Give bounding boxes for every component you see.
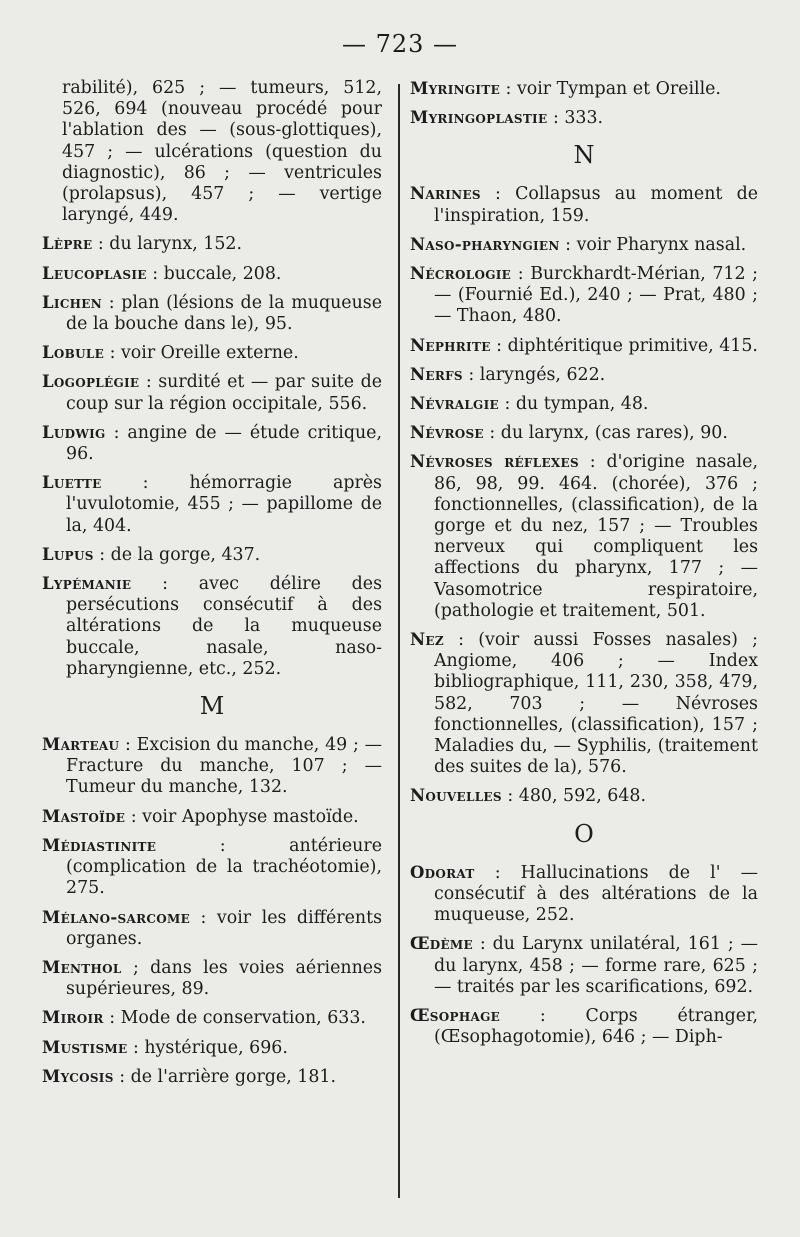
- entry-head: Myringite: [410, 79, 501, 98]
- entry-head: Mycosis: [42, 1066, 114, 1086]
- entry-head: Odorat: [410, 862, 475, 882]
- entry-head: Névrose: [410, 423, 484, 443]
- index-entry: [410, 183, 758, 226]
- entry-head: Névralgie: [410, 394, 499, 414]
- index-entry: [42, 422, 382, 465]
- left-column: [42, 78, 382, 1095]
- entry-text: : voir les différents organes.: [66, 907, 382, 949]
- right-column: [410, 78, 758, 1055]
- entry-text: : Burckhardt-Mérian, 712 ; — (Fournié Ed.), 240 ; — Prat, 480 ; — Thaon, 480.: [434, 264, 758, 327]
- entry-head: Névroses réflexes: [410, 452, 579, 472]
- entry-head: Lobule: [42, 343, 105, 363]
- entry-text: : de l'arrière gorge, 181.: [113, 1066, 336, 1087]
- continuation-entry: rabilité), 625 ; — tumeurs, 512, 526, 694 (nouveau procédé pour l'ablation des — (sous-glottiques), 457 ; — ulcérations (question du diagnostic), 86 ; — ventricules (prolapsus), 457 ; — vertige laryngé, 449.: [62, 78, 382, 226]
- entry-head: Nephrite: [410, 335, 491, 355]
- entry-text: : (voir aussi Fosses nasales) ; Angiome, 406 ; — Index bibliographique, 111, 230, 358, 479, 582, 703 ; — Névroses fonctionnelles, (classification), 157 ; Maladies du, — Syphilis, (traitement des suites de la), 576.: [434, 630, 758, 778]
- entry-head: Leucoplasie: [42, 263, 147, 283]
- index-entry: [42, 1007, 382, 1029]
- entry-text: : du larynx, 152.: [92, 234, 243, 255]
- section-letter-m: M: [199, 692, 225, 721]
- entry-text: : Hallucinations de l' — consécutif à des altérations de la muqueuse, 252.: [434, 862, 758, 926]
- entry-text: : laryngés, 622.: [462, 364, 606, 385]
- index-entry: [42, 806, 382, 828]
- entry-text: : de la gorge, 437.: [93, 544, 261, 565]
- entry-head: Nouvelles: [410, 786, 502, 806]
- page-number: — 723 —: [341, 30, 459, 58]
- index-entry: [42, 342, 382, 364]
- index-entry: [410, 393, 758, 415]
- entry-text: : hystérique, 696.: [127, 1037, 288, 1058]
- entry-head: Myringoplastie: [410, 108, 548, 128]
- entry-text: : 333.: [547, 108, 604, 129]
- entry-text: : du tympan, 48.: [498, 394, 649, 415]
- index-entry: [42, 907, 382, 950]
- index-entry: [410, 1005, 758, 1048]
- index-entry: [410, 785, 758, 807]
- entry-head: Narines: [410, 184, 481, 204]
- index-entry: [410, 234, 758, 256]
- entry-text: : surdité et — par suite de coup sur la région occipitale, 556.: [66, 372, 382, 414]
- entry-head: Mastoïde: [42, 806, 126, 826]
- index-entry: [42, 573, 382, 680]
- entry-head: Logoplégie: [42, 372, 140, 392]
- entry-head: Nécrologie: [410, 264, 512, 284]
- index-entry: [410, 78, 758, 100]
- entry-head: Lypémanie: [42, 574, 132, 594]
- entry-head: Marteau: [42, 735, 120, 755]
- entry-head: Ludwig: [42, 422, 106, 442]
- entry-text: : Collapsus au moment de l'inspiration, 159.: [434, 184, 758, 226]
- entry-text: ; dans les voies aériennes supérieures, 89.: [66, 957, 382, 1000]
- entry-text: : antérieure (complication de la trachéotomie), 275.: [66, 835, 382, 899]
- index-entry: [410, 107, 758, 129]
- entry-text: : voir Oreille externe.: [104, 343, 299, 364]
- entry-text: : d'origine nasale, 86, 98, 99. 464. (chorée), 376 ; fonctionnelles, (classification), de la gorge et du nez, 157 ; — Troubles nerveux qui compliquent les affections du pharynx, 177 ; — Vasomotrice respiratoire, (pathologie et traitement, 501.: [434, 452, 758, 621]
- entry-text: : plan (lésions de la muqueuse de la bouche dans le), 95.: [66, 292, 382, 335]
- index-entry: [410, 263, 758, 328]
- index-entry: [410, 933, 758, 998]
- entry-head: Œsophage: [410, 1005, 501, 1025]
- entry-text: : Excision du manche, 49 ; — Fracture du manche, 107 ; — Tumeur du manche, 132.: [66, 735, 382, 798]
- index-entry: [42, 233, 382, 255]
- index-entry: [42, 957, 382, 1000]
- index-entry: [42, 371, 382, 414]
- section-letter-o: O: [574, 819, 594, 848]
- entry-head: Lèpre: [42, 234, 93, 254]
- entry-text: : angine de — étude critique, 96.: [66, 422, 382, 465]
- entry-text: : 480, 592, 648.: [501, 786, 646, 807]
- index-entry: [410, 629, 758, 778]
- index-entry: [42, 1066, 382, 1088]
- entry-text: : du larynx, (cas rares), 90.: [483, 423, 728, 444]
- entry-head: Mustisme: [42, 1037, 128, 1057]
- entry-text: : Corps étranger, (Œsophagotomie), 646 ; — Diph-: [434, 1005, 758, 1048]
- entry-head: Menthol: [42, 957, 122, 977]
- column-divider: [398, 84, 400, 1198]
- entry-head: Nerfs: [410, 364, 463, 384]
- entry-text: : avec délire des persécutions consécutif à des altérations de la muqueuse buccale, nasale, naso-pharyngienne, etc., 252.: [66, 574, 382, 679]
- index-entry: [410, 422, 758, 444]
- index-entry: [410, 862, 758, 927]
- entry-text: : voir Pharynx nasal.: [559, 234, 747, 255]
- index-entry: [410, 364, 758, 386]
- entry-text: : du Larynx unilatéral, 161 ; — du larynx, 458 ; — forme rare, 625 ; — traités par les scarifications, 692.: [434, 934, 758, 997]
- entry-head: Luette: [42, 473, 102, 493]
- entry-head: Médiastinite: [42, 835, 157, 855]
- entry-text: : diphtéritique primitive, 415.: [490, 335, 758, 356]
- index-entry: [42, 292, 382, 335]
- index-entry: [42, 544, 382, 566]
- entry-head: Naso-pharyngien: [410, 234, 560, 254]
- entry-text: : Mode de conservation, 633.: [103, 1008, 366, 1029]
- entry-head: Mélano-sarcome: [42, 907, 191, 927]
- entry-head: Œdème: [410, 934, 473, 954]
- entry-text: : voir Apophyse mastoïde.: [125, 806, 359, 827]
- entry-text: : hémorragie après l'uvulotomie, 455 ; — papillome de la, 404.: [66, 473, 382, 536]
- entry-head: Lichen: [42, 292, 103, 312]
- entry-head: Lupus: [42, 544, 94, 564]
- index-entry: [42, 835, 382, 900]
- entry-head: Nez: [410, 630, 444, 650]
- index-entry: [410, 451, 758, 622]
- entry-text: : buccale, 208.: [146, 263, 282, 284]
- entry-head: Miroir: [42, 1008, 104, 1028]
- index-entry: [42, 263, 382, 285]
- index-entry: [42, 1037, 382, 1059]
- section-letter-n: N: [573, 141, 595, 170]
- entry-text: : voir Tympan et Oreille.: [500, 79, 721, 99]
- index-entry: [42, 472, 382, 537]
- index-entry: [410, 335, 758, 357]
- index-entry: [42, 734, 382, 799]
